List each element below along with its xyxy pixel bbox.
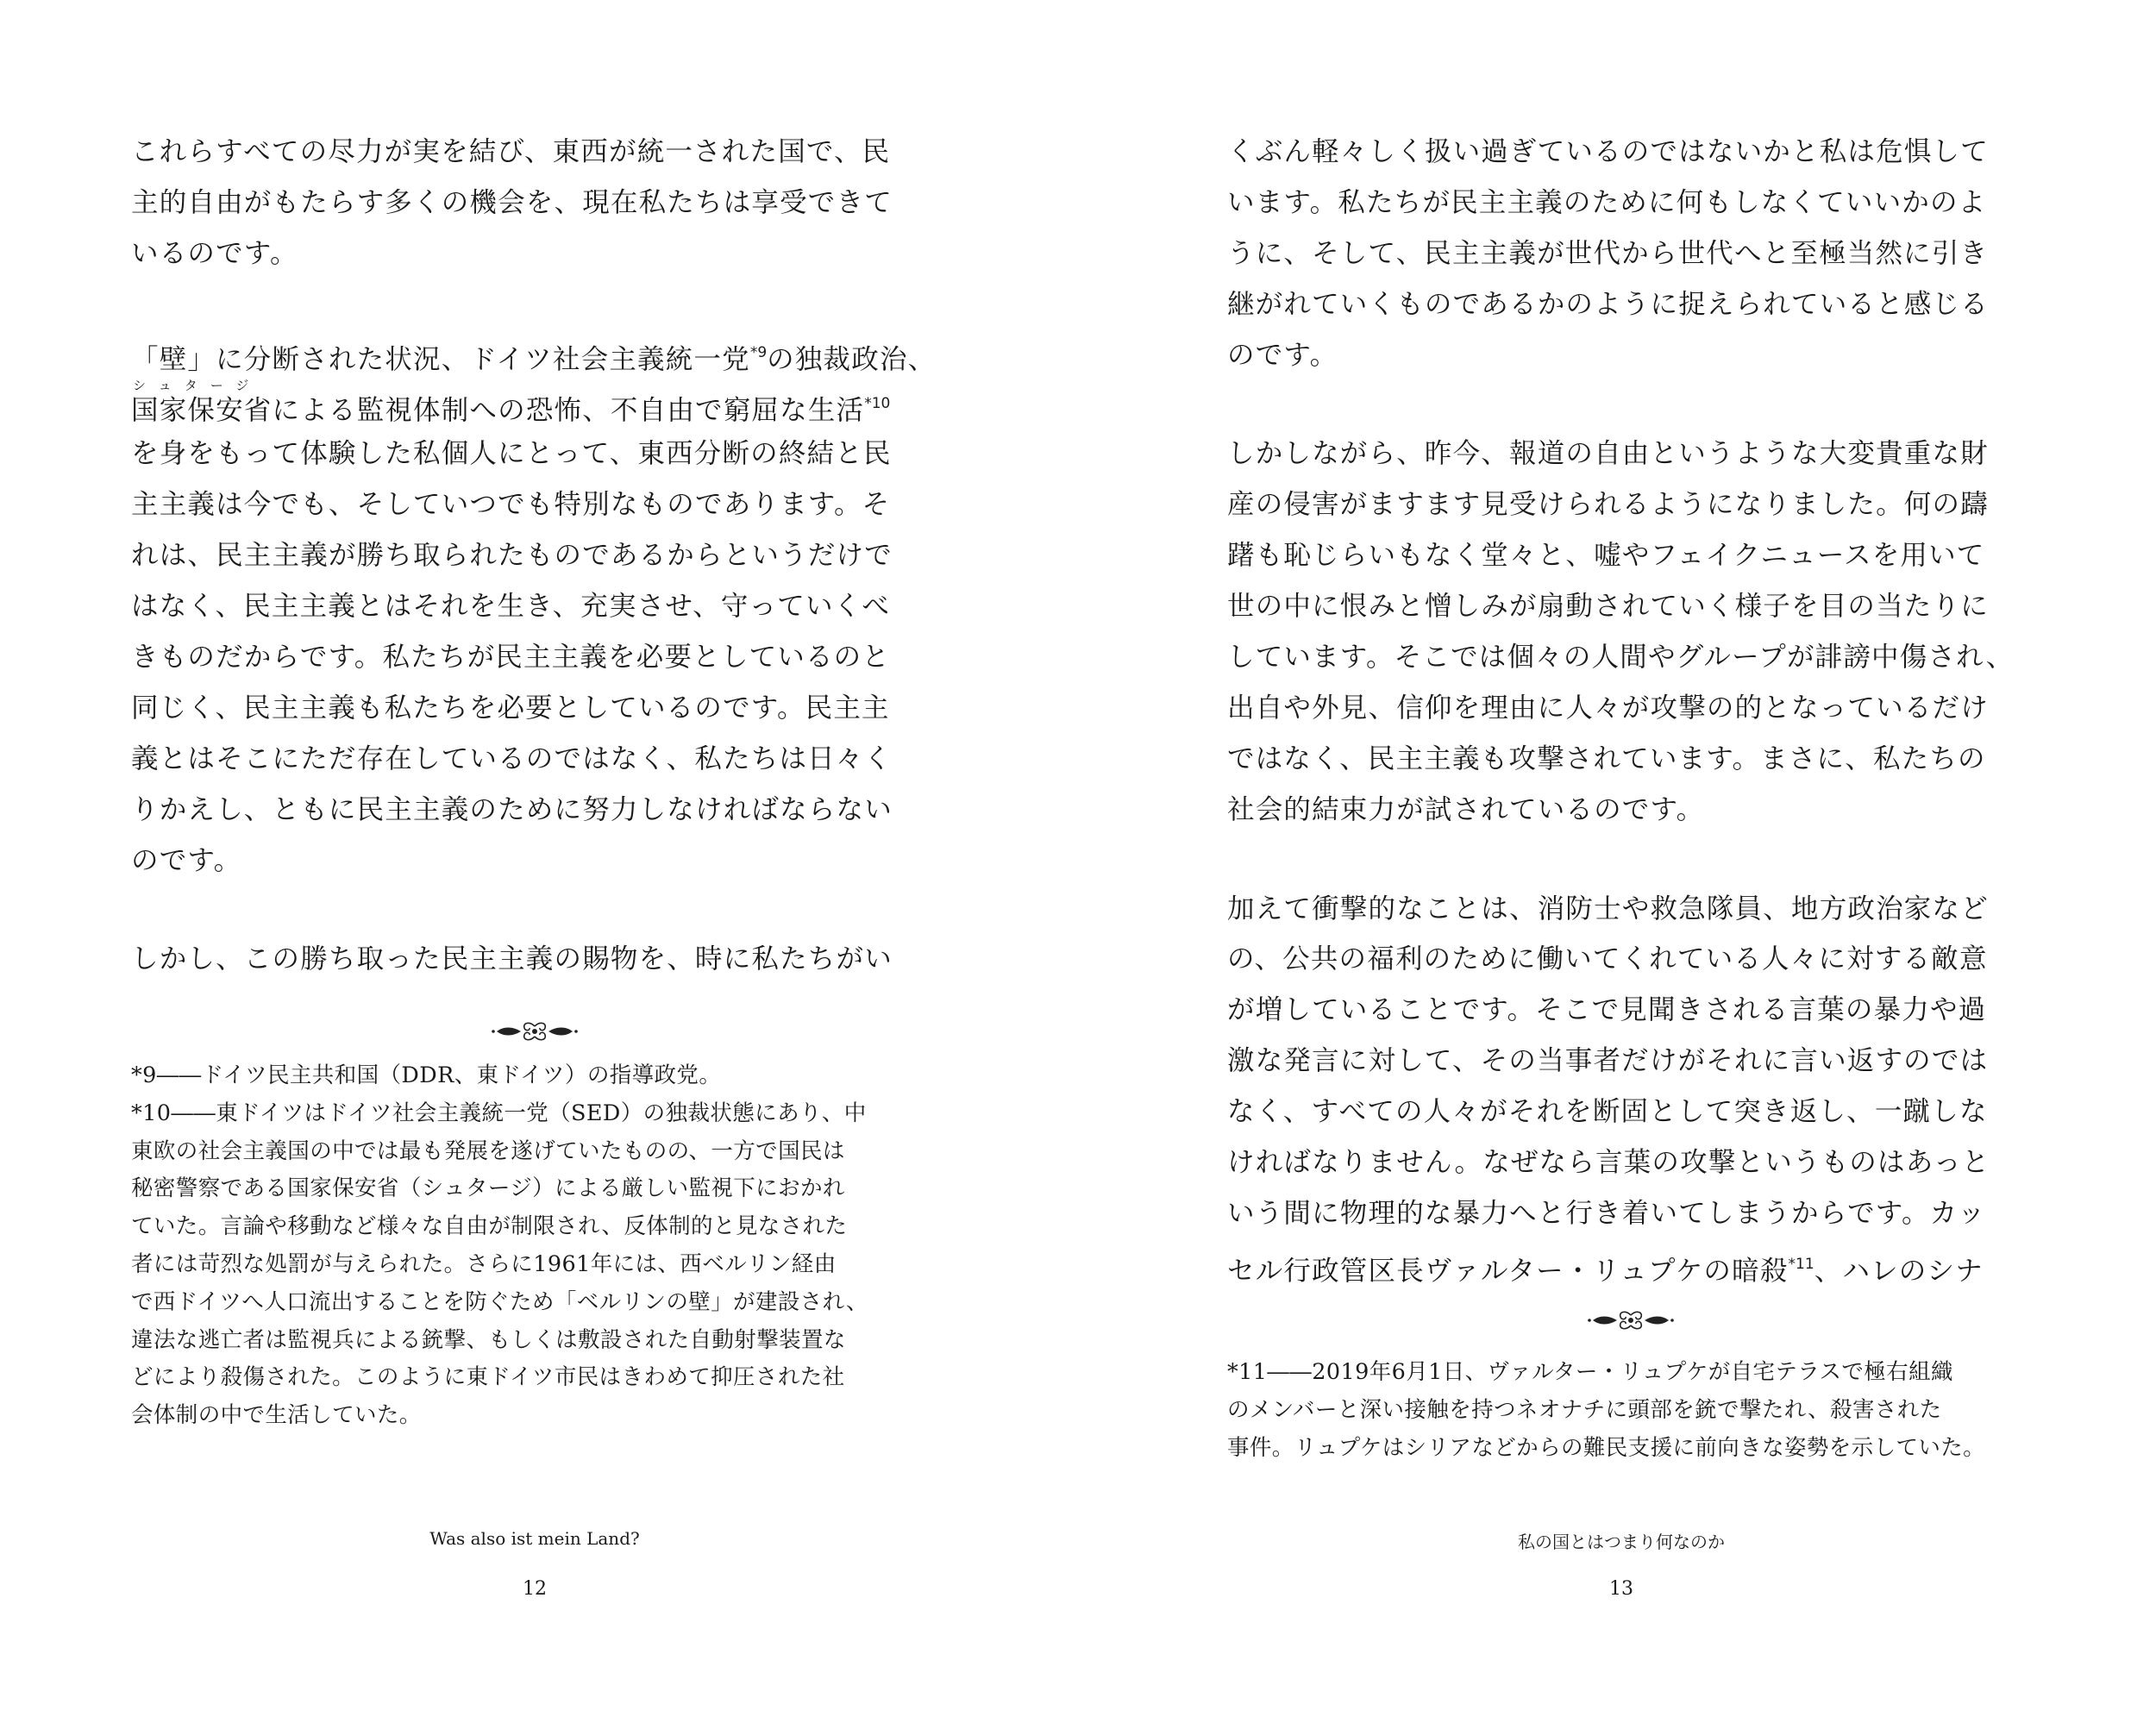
footnote-line: *9――ドイツ民主共和国（DDR、東ドイツ）の指導政党。 bbox=[131, 1062, 722, 1088]
left-footnotes bbox=[131, 1057, 937, 1435]
text-line: 義とはそこにただ存在しているのではなく、私たちは日々く bbox=[131, 743, 893, 774]
footnote-line: 会体制の中で生活していた。 bbox=[131, 1402, 422, 1429]
paragraph bbox=[131, 328, 937, 887]
paragraph bbox=[1227, 429, 2034, 835]
text-line: 主主義は今でも、そしていつでも特別なものであります。そ bbox=[131, 489, 891, 521]
text-line: 同じく、民主主義も私たちを必要としているのです。民主主 bbox=[131, 692, 890, 724]
text-line: いるのです。 bbox=[131, 237, 298, 269]
text-line: 激な発言に対して、その当事者だけがそれに言い返すのでは bbox=[1227, 1045, 1989, 1077]
paragraph bbox=[131, 934, 937, 985]
text-line: 加えて衝撃的なことは、消防士や救急隊員、地方政治家など bbox=[1227, 893, 1989, 924]
left-body-text bbox=[131, 127, 937, 1033]
text-line: 出自や外見、信仰を理由に人々が攻撃の的となっているだけ bbox=[1227, 692, 1989, 724]
text-line: りかえし、ともに民主主義のために努力しなければならない bbox=[131, 793, 893, 825]
text-line: なく、すべての人々がそれを断固として突き返し、一蹴しな bbox=[1227, 1096, 1988, 1128]
footnote-line: 違法な逃亡者は監視兵による銃撃、もしくは敷設された自動射撃装置な bbox=[131, 1326, 846, 1353]
footnote-line: ていた。言論や移動など様々な自由が制限され、反体制的と見なされた bbox=[131, 1213, 848, 1240]
right-body-text bbox=[1227, 127, 2034, 1338]
text-line: うに、そして、民主主義が世代から世代へと至極当然に引き bbox=[1227, 237, 1989, 269]
text-line: が増していることです。そこで見聞きされる言葉の暴力や過 bbox=[1227, 994, 1987, 1026]
footnote-ref-9: *9 bbox=[749, 343, 768, 361]
text-line: 世の中に恨みと憎しみが扇動されていく様子を目の当たりに bbox=[1227, 591, 1989, 623]
text-line: 継がれていくものであるかのように捉えられていると感じる bbox=[1227, 288, 1989, 320]
footnote-line: 秘密警察である国家保安省（シュタージ）による厳しい監視下におかれ bbox=[131, 1175, 845, 1202]
text-segment: による監視体制への恐怖、不自由で窮屈な生活 bbox=[272, 394, 865, 426]
ornament-divider-icon bbox=[492, 1019, 578, 1043]
footnote-line: 者には苛烈な処罰が与えられた。さらに1961年には、西ベルリン経由 bbox=[131, 1250, 837, 1277]
text-segment: セル行政管区長ヴァルター・リュプケの暗殺 bbox=[1227, 1255, 1789, 1287]
right-page bbox=[1078, 0, 2156, 1717]
text-line: 社会的結束力が試されているのです。 bbox=[1227, 793, 1705, 825]
text-line: の、公共の福利のために働いてくれている人々に対する敵意 bbox=[1227, 943, 1988, 975]
footnote-line: どにより殺傷された。このように東ドイツ市民はきわめて抑圧された社 bbox=[131, 1364, 845, 1391]
text-segment: の独裁政治、 bbox=[767, 343, 937, 375]
paragraph bbox=[131, 127, 937, 279]
paragraph bbox=[1227, 127, 2034, 380]
ruby-annotated-word bbox=[131, 377, 273, 436]
page-number: 13 bbox=[1609, 1578, 1633, 1600]
text-line: しています。そこでは個々の人間やグループが誹謗中傷され、 bbox=[1227, 642, 2015, 674]
footnote-line: 東欧の社会主義国の中では最も発展を遂げていたものの、一方で国民は bbox=[131, 1137, 845, 1164]
text-line: くぶん軽々しく扱い過ぎているのではないかと私は危惧して bbox=[1227, 136, 1989, 167]
text-line: 躇も恥じらいもなく堂々と、嘘やフェイクニュースを用いて bbox=[1227, 540, 1985, 572]
text-line bbox=[131, 328, 937, 379]
footnote-line: で西ドイツへ人口流出することを防ぐため「ベルリンの壁」が建設され、 bbox=[131, 1288, 868, 1315]
text-line: います。私たちが民主主義のために何もしなくていいかのよ bbox=[1227, 186, 1987, 218]
right-footnotes bbox=[1227, 1354, 2034, 1467]
text-segment: 、ハレのシナ bbox=[1814, 1255, 1984, 1287]
text-segment: 「壁」に分断された状況、ドイツ社会主義統一党 bbox=[131, 343, 750, 375]
text-line: れは、民主主義が勝ち取られたものであるからというだけで bbox=[131, 540, 893, 572]
text-line: ければなりません。なぜなら言葉の攻撃というものはあっと bbox=[1227, 1147, 1990, 1179]
footnote-ref-11: *11 bbox=[1788, 1255, 1814, 1273]
paragraph bbox=[1227, 884, 2034, 1290]
ruby-reading: シュタージ bbox=[133, 377, 262, 393]
footnote-line: 事件。リュプケはシリアなどからの難民支援に前向きな姿勢を示していた。 bbox=[1227, 1434, 1986, 1461]
ruby-base: 国家保安省 bbox=[131, 394, 273, 426]
text-line: のです。 bbox=[1227, 339, 1338, 371]
text-line bbox=[131, 379, 937, 429]
text-line: ではなく、民主主義も攻撃されています。まさに、私たちの bbox=[1227, 743, 1986, 774]
text-line bbox=[1227, 1239, 2034, 1290]
text-line: のです。 bbox=[131, 844, 242, 876]
text-line: いう間に物理的な暴力へと行き着いてしまうからです。カッ bbox=[1227, 1197, 1986, 1229]
footnote-line: のメンバーと深い接触を持つネオナチに頭部を銃で撃たれ、殺害された bbox=[1227, 1396, 1942, 1423]
page-number: 12 bbox=[523, 1578, 547, 1600]
footnote-ref-10: *10 bbox=[864, 394, 891, 412]
text-line: 産の侵害がますます見受けられるようになりました。何の躊 bbox=[1227, 489, 1989, 521]
text-line: きものだからです。私たちが民主主義を必要としているのと bbox=[131, 642, 891, 674]
footnote-line: *11――2019年6月1日、ヴァルター・リュプケが自宅テラスで極右組織 bbox=[1227, 1359, 1953, 1385]
text-line: これらすべての尽力が実を結び、東西が統一された国で、民 bbox=[131, 136, 891, 167]
ornament-divider-icon bbox=[1588, 1308, 1674, 1332]
text-line: しかし、この勝ち取った民主主義の賜物を、時に私たちがい bbox=[131, 943, 893, 975]
text-line: を身をもって体験した私個人にとって、東西分断の終結と民 bbox=[131, 438, 892, 470]
footnote-line: *10――東ドイツはドイツ社会主義統一党（SED）の独裁状態にあり、中 bbox=[131, 1100, 867, 1126]
text-line: しかしながら、昨今、報道の自由というような大変貴重な財 bbox=[1227, 438, 1989, 470]
text-line: 主的自由がもたらす多くの機会を、現在私たちは享受できて bbox=[131, 186, 893, 218]
running-head: Was also ist mein Land? bbox=[429, 1528, 640, 1549]
running-head: 私の国とはつまり何なのか bbox=[1518, 1532, 1725, 1552]
text-line: はなく、民主主義とはそれを生き、充実させ、守っていくべ bbox=[131, 591, 891, 623]
